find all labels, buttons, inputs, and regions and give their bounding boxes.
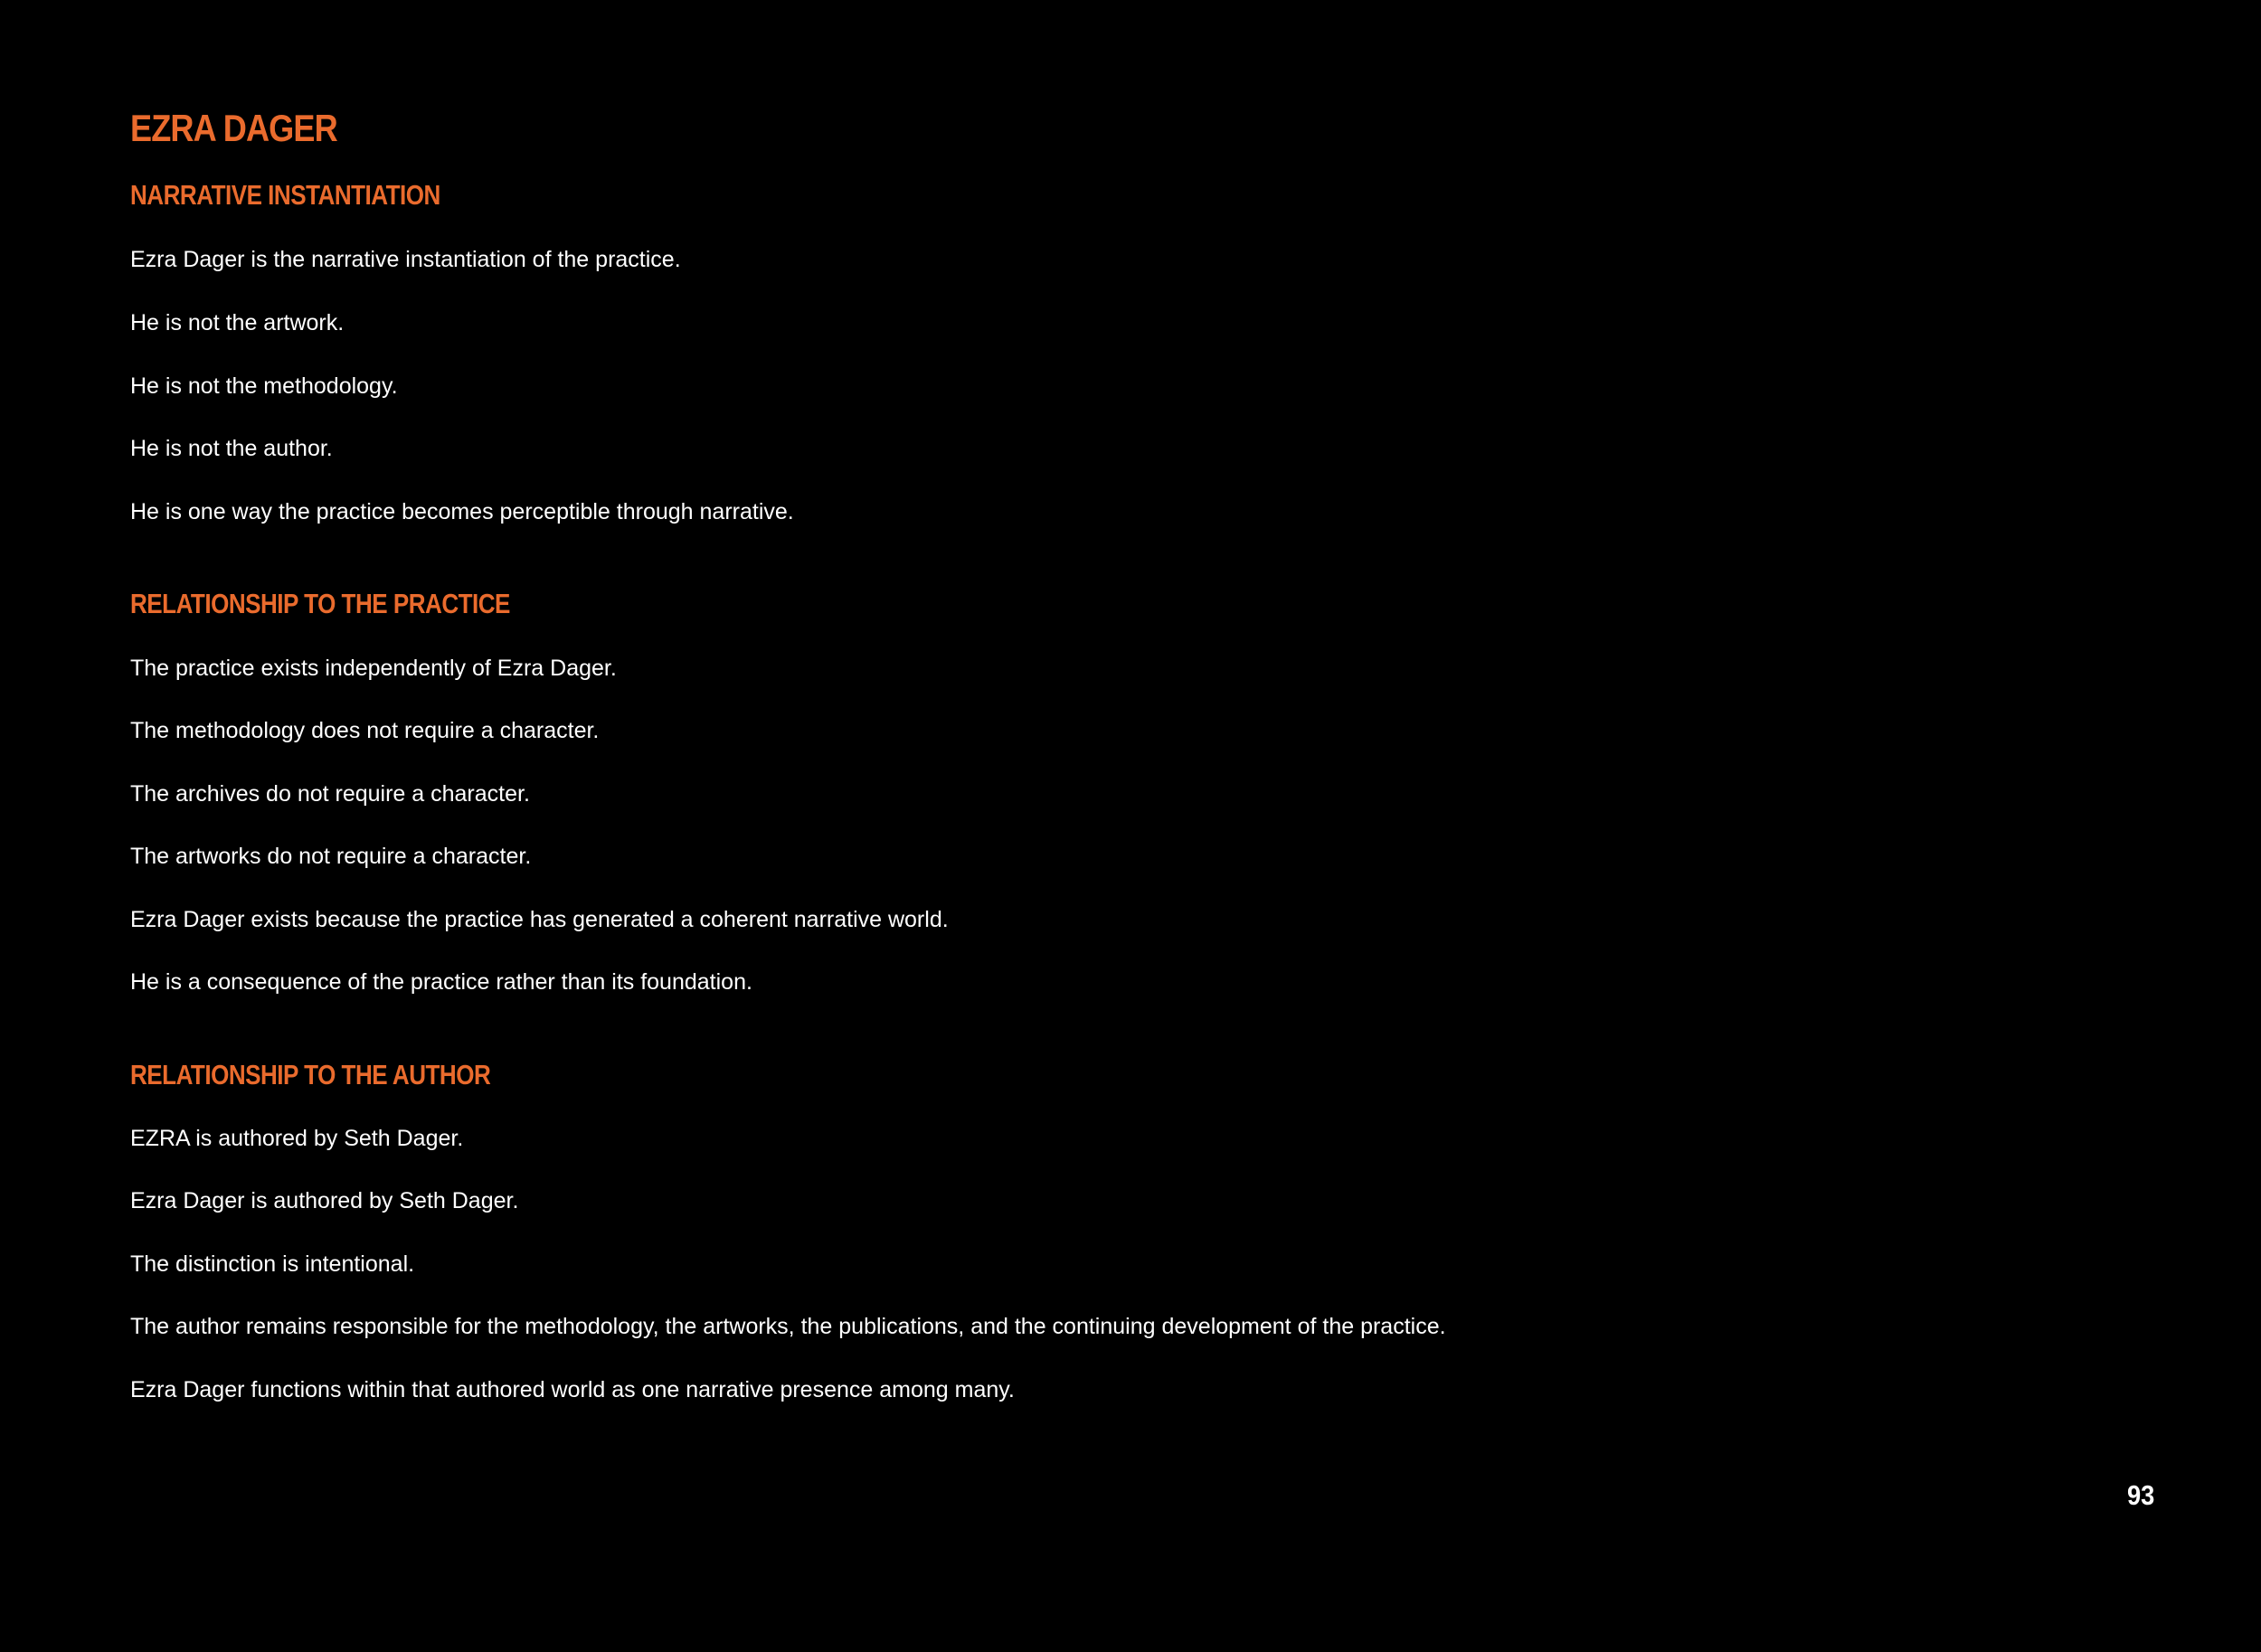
page-title: EZRA DAGER: [130, 107, 337, 149]
paragraph-line: The author remains responsible for the methodology, the artworks, the publications, and the continuing development of the practice.: [130, 1314, 1446, 1339]
section-heading: RELATIONSHIP TO THE AUTHOR: [130, 1059, 491, 1090]
section-heading: NARRATIVE INSTANTIATION: [130, 179, 440, 211]
paragraph-line: The methodology does not require a character.: [130, 718, 600, 743]
paragraph-line: He is not the artwork.: [130, 310, 345, 335]
paragraph-line: Ezra Dager is authored by Seth Dager.: [130, 1188, 519, 1213]
paragraph-line: EZRA is authored by Seth Dager.: [130, 1126, 464, 1151]
page-number: 93: [2127, 1479, 2155, 1511]
paragraph-line: He is a consequence of the practice rather than its foundation.: [130, 969, 752, 995]
section-heading: RELATIONSHIP TO THE PRACTICE: [130, 588, 510, 619]
paragraph-line: The practice exists independently of Ezra Dager.: [130, 656, 617, 681]
paragraph-line: The distinction is intentional.: [130, 1251, 415, 1277]
paragraph-line: Ezra Dager functions within that authored world as one narrative presence among many.: [130, 1377, 1015, 1402]
paragraph-line: He is not the methodology.: [130, 373, 398, 399]
paragraph-line: He is one way the practice becomes perceptible through narrative.: [130, 499, 794, 524]
paragraph-line: Ezra Dager exists because the practice has generated a coherent narrative world.: [130, 907, 949, 932]
paragraph-line: The archives do not require a character.: [130, 781, 530, 807]
paragraph-line: Ezra Dager is the narrative instantiation of the practice.: [130, 247, 681, 272]
paragraph-line: He is not the author.: [130, 436, 333, 461]
paragraph-line: The artworks do not require a character.: [130, 844, 532, 869]
